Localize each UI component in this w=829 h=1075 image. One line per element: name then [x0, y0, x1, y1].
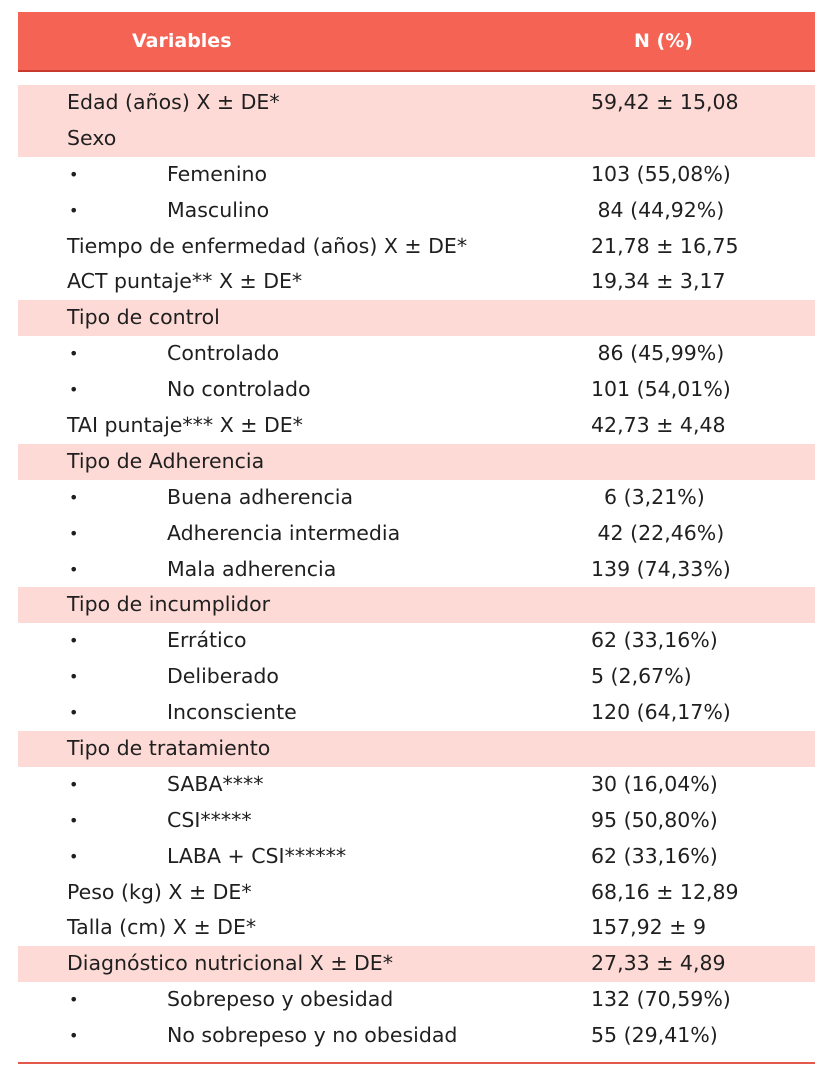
row-sublabel: Mala adherencia — [167, 556, 337, 581]
table-row — [18, 587, 815, 623]
row-sublabel: Femenino — [167, 161, 268, 186]
row-value: 27,33 ± 4,89 — [591, 951, 726, 976]
row-value: 132 (70,59%) — [591, 987, 731, 1012]
bullet-icon: • — [69, 559, 79, 579]
row-value: 95 (50,80%) — [591, 807, 718, 832]
table-subrow — [18, 803, 815, 839]
row-value: 86 (45,99%) — [591, 341, 725, 366]
table-subrow — [18, 659, 815, 695]
table-header — [18, 12, 815, 72]
row-label: Tipo de control — [67, 305, 220, 330]
table-row — [18, 444, 815, 480]
row-value: 120 (64,17%) — [591, 700, 731, 725]
row-value: 30 (16,04%) — [591, 771, 718, 796]
bullet-icon: • — [69, 990, 79, 1010]
row-value: 103 (55,08%) — [591, 161, 731, 186]
row-label: Tiempo de enfermedad (años) X ± DE* — [67, 233, 468, 258]
bullet-icon: • — [69, 523, 79, 543]
table-row — [18, 408, 815, 444]
row-value: 157,92 ± 9 — [591, 915, 706, 940]
row-label: Talla (cm) X ± DE* — [67, 915, 257, 940]
row-value: 62 (33,16%) — [591, 628, 718, 653]
row-value: 139 (74,33%) — [591, 556, 731, 581]
row-label: Sexo — [67, 125, 117, 150]
table-bottom-rule — [18, 1062, 815, 1064]
row-value: 84 (44,92%) — [591, 197, 725, 222]
row-value: 42,73 ± 4,48 — [591, 413, 726, 438]
row-label: Tipo de Adherencia — [67, 448, 265, 473]
row-label: TAI puntaje*** X ± DE* — [67, 413, 303, 438]
bullet-icon: • — [69, 164, 79, 184]
row-sublabel: No controlado — [167, 377, 311, 402]
row-sublabel: Buena adherencia — [167, 484, 354, 509]
row-label: Peso (kg) X ± DE* — [67, 879, 252, 904]
row-label: Diagnóstico nutricional X ± DE* — [67, 951, 393, 976]
row-sublabel: SABA**** — [167, 771, 264, 796]
row-sublabel: Masculino — [167, 197, 270, 222]
table-subrow — [18, 839, 815, 875]
row-sublabel: Inconsciente — [167, 700, 297, 725]
bullet-icon: • — [69, 1026, 79, 1046]
row-value: 21,78 ± 16,75 — [591, 233, 739, 258]
table-subrow — [18, 767, 815, 803]
row-sublabel: Adherencia intermedia — [167, 520, 401, 545]
row-value: 68,16 ± 12,89 — [591, 879, 739, 904]
row-label: Edad (años) X ± DE* — [67, 90, 280, 114]
table-subrow — [18, 1018, 815, 1054]
bullet-icon: • — [69, 810, 79, 830]
row-label: Tipo de incumplidor — [67, 592, 271, 617]
table-subrow — [18, 157, 815, 193]
table-subrow — [18, 193, 815, 229]
bullet-icon: • — [69, 631, 79, 651]
table-row — [18, 121, 815, 157]
row-value: 62 (33,16%) — [591, 843, 718, 868]
row-value: 5 (2,67%) — [591, 664, 692, 689]
row-value: 19,34 ± 3,17 — [591, 269, 726, 294]
row-label: ACT puntaje** X ± DE* — [67, 269, 303, 294]
table-row — [18, 300, 815, 336]
table-row — [18, 264, 815, 300]
row-value: 42 (22,46%) — [591, 520, 725, 545]
row-sublabel: CSI***** — [167, 807, 252, 832]
row-sublabel: No sobrepeso y no obesidad — [167, 1023, 458, 1048]
row-sublabel: Controlado — [167, 341, 280, 366]
bullet-icon: • — [69, 667, 79, 687]
table-subrow — [18, 982, 815, 1018]
table-row — [18, 875, 815, 911]
bullet-icon: • — [69, 703, 79, 723]
header-n-percent: N (%) — [634, 30, 693, 52]
row-label: Tipo de tratamiento — [67, 736, 271, 761]
bullet-icon: • — [69, 487, 79, 507]
table-subrow — [18, 372, 815, 408]
table-row — [18, 946, 815, 982]
table-subrow — [18, 336, 815, 372]
row-value: 59,42 ± 15,08 — [591, 90, 739, 114]
table-subrow — [18, 623, 815, 659]
table-subrow — [18, 516, 815, 552]
row-value: 55 (29,41%) — [591, 1023, 718, 1048]
row-sublabel: Deliberado — [167, 664, 279, 689]
row-sublabel: Errático — [167, 628, 247, 653]
header-gap — [18, 72, 815, 85]
table-row — [18, 229, 815, 265]
bullet-icon: • — [69, 344, 79, 364]
table-row — [18, 731, 815, 767]
bullet-icon: • — [69, 774, 79, 794]
bullet-icon: • — [69, 380, 79, 400]
table-subrow — [18, 552, 815, 588]
row-sublabel: Sobrepeso y obesidad — [167, 987, 394, 1012]
table-subrow — [18, 695, 815, 731]
table-subrow — [18, 480, 815, 516]
header-variables: Variables — [132, 30, 232, 52]
row-value: 6 (3,21%) — [591, 484, 705, 509]
bullet-icon: • — [69, 846, 79, 866]
data-table — [18, 12, 815, 1064]
table-row — [18, 85, 815, 121]
table-body — [18, 85, 815, 1054]
row-value: 101 (54,01%) — [591, 377, 731, 402]
row-sublabel: LABA + CSI****** — [167, 843, 347, 868]
bullet-icon: • — [69, 200, 79, 220]
table-row — [18, 910, 815, 946]
